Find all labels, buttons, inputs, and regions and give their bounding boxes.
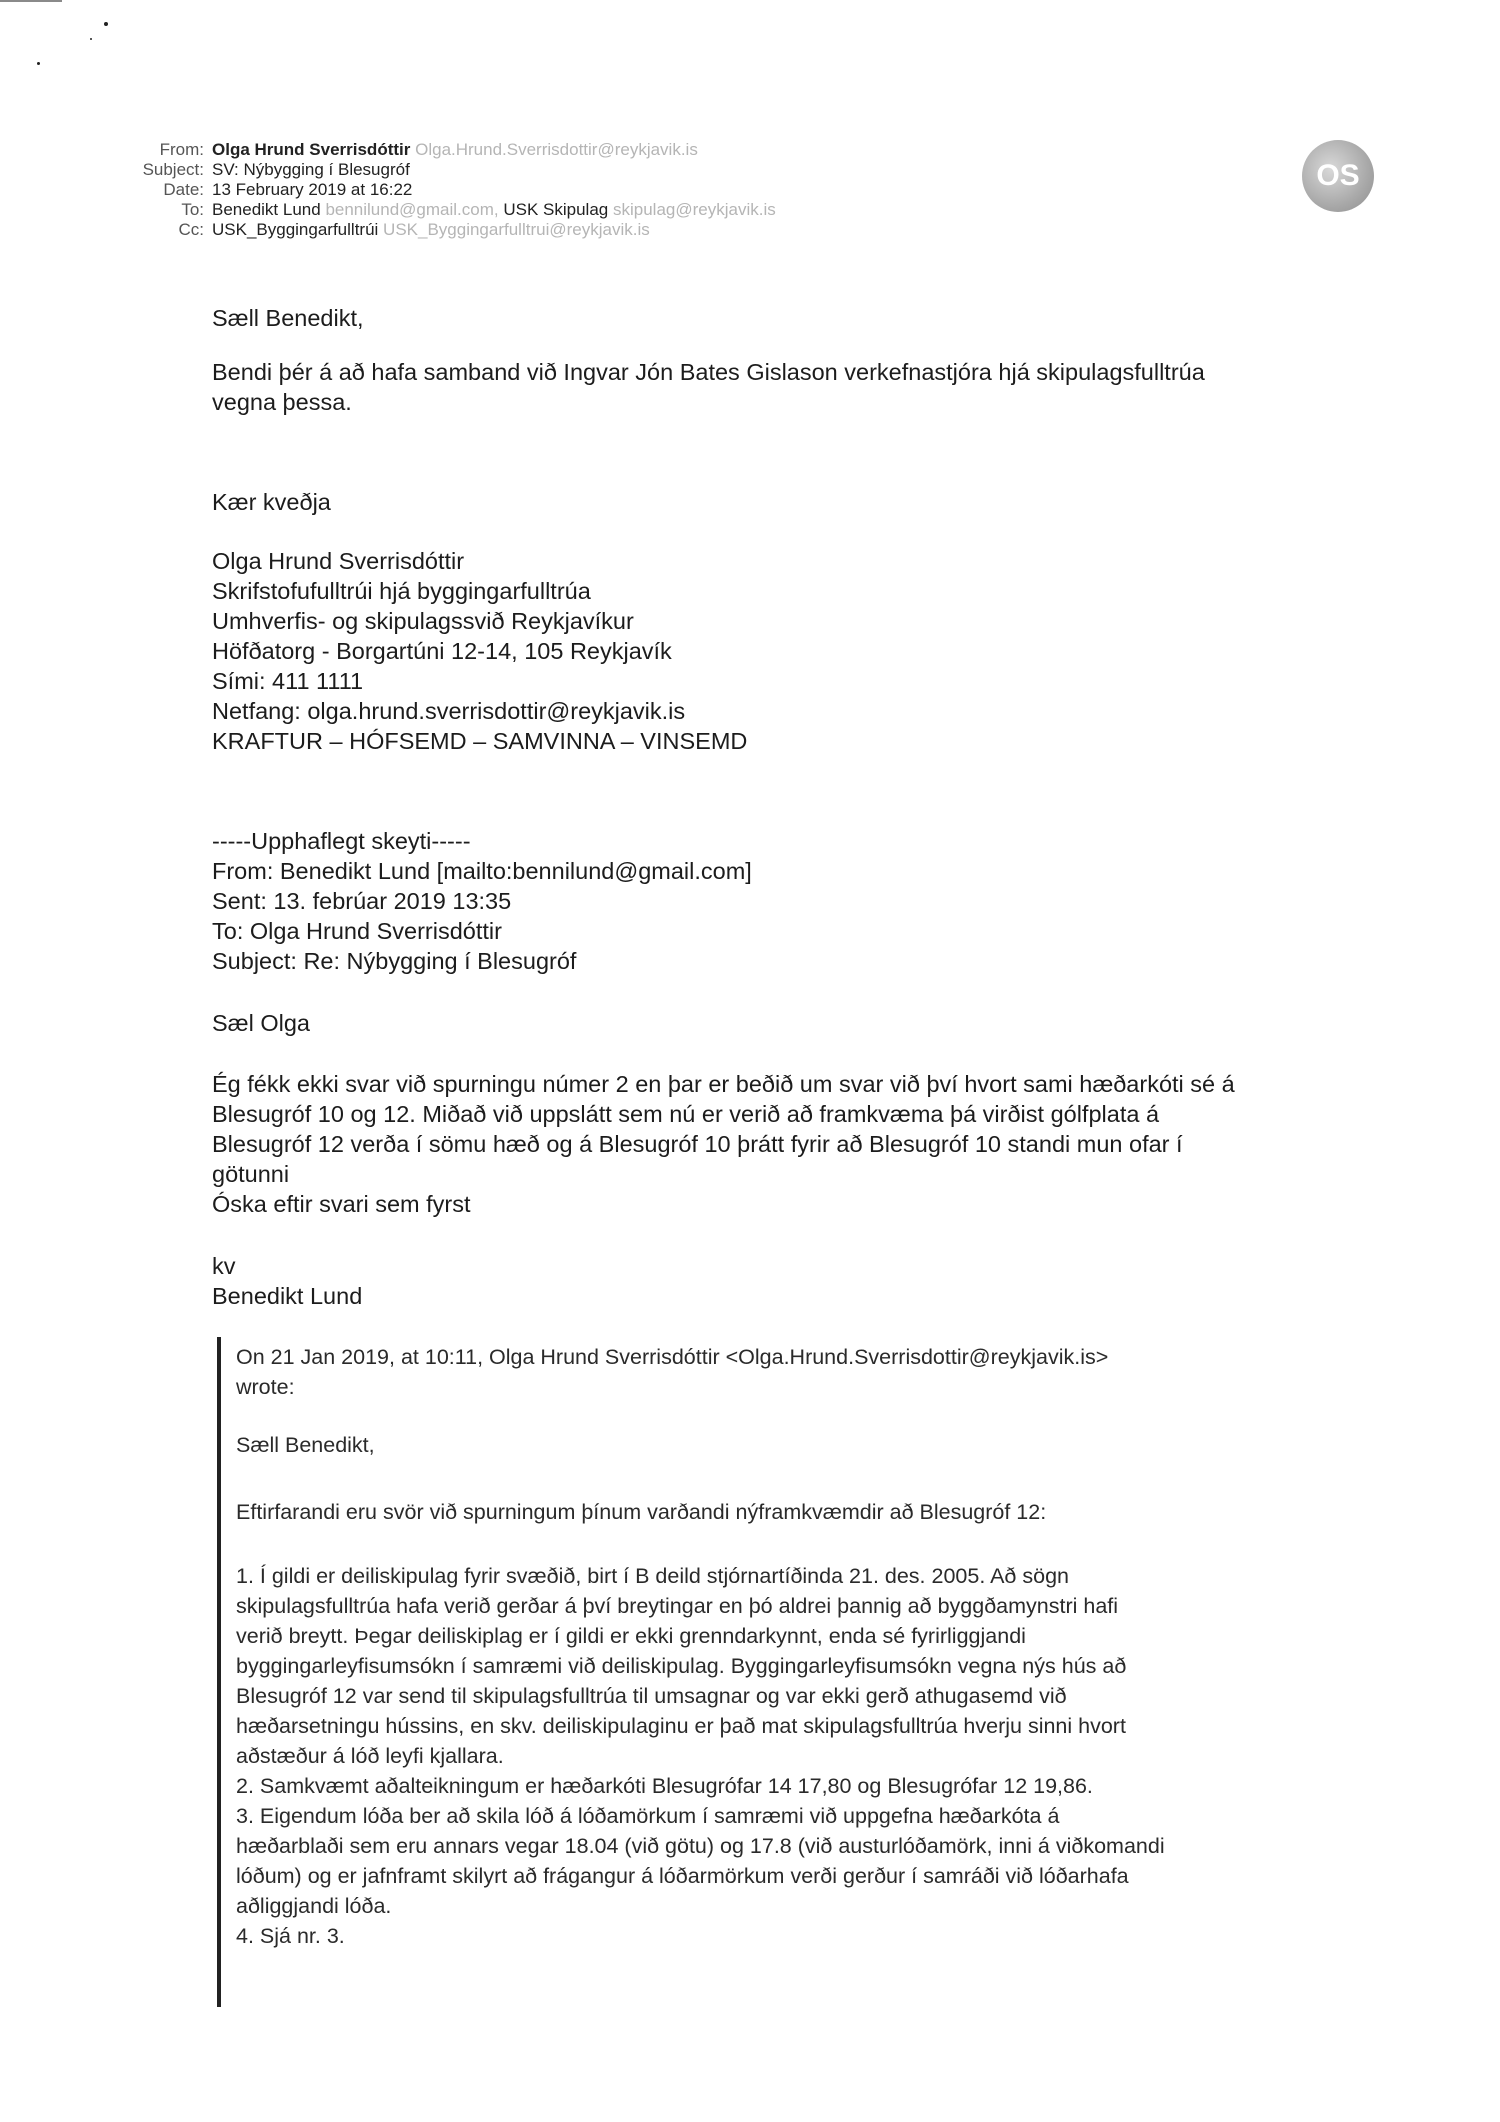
original-divider: -----Upphaflegt skeyti-----	[212, 828, 471, 854]
quoted-answer-line: 1. Í gildi er deiliskipulag fyrir svæðið, birt í B deild stjórnartíðinda 21. des. 2005. Að sögn	[236, 1564, 1069, 1588]
quoted-greeting: Sæll Benedikt,	[236, 1433, 375, 1457]
quoted-answer-line: 4. Sjá nr. 3.	[236, 1924, 345, 1948]
quote-bar	[217, 1337, 221, 2007]
quoted-intro-line: wrote:	[236, 1375, 295, 1399]
quoted-answer-line: verið breytt. Þegar deiliskiplag er í gildi er ekki grenndarkynnt, enda sé fyrirliggjandi	[236, 1624, 1026, 1648]
sender-avatar: OS	[1302, 140, 1374, 212]
header-from-row	[100, 140, 1000, 160]
original-body-line: Ég fékk ekki svar við spurningu númer 2 en þar er beðið um svar við því hvort sami hæðarkóti sé á	[212, 1071, 1235, 1097]
original-body-line: Óska eftir svari sem fyrst	[212, 1191, 471, 1217]
signature-line: Höfðatorg - Borgartúni 12-14, 105 Reykjavík	[212, 638, 672, 664]
quoted-answer-line: skipulagsfulltrúa hafa verið gerðar á því breytingar en þó aldrei þannig að byggðamynstri hafi	[236, 1594, 1119, 1618]
original-signoff-kv: kv	[212, 1253, 236, 1279]
signature-line: Skrifstofufulltrúi hjá byggingarfulltrúa	[212, 578, 591, 604]
quoted-answer-line: 2. Samkvæmt aðalteikningum er hæðarkóti Blesugrófar 14 17,80 og Blesugrófar 12 19,86.	[236, 1774, 1093, 1798]
original-sent: Sent: 13. febrúar 2019 13:35	[212, 888, 512, 914]
signature-line: Umhverfis- og skipulagssvið Reykjavíkur	[212, 608, 634, 634]
signature-block	[212, 546, 747, 756]
quoted-answer-line: lóðum) og er jafnframt skilyrt að frágangur á lóðarmörkum verði gerður í samráði við lóðarhafa	[236, 1864, 1129, 1888]
quoted-intro	[236, 1342, 1108, 1402]
email-header	[100, 140, 1000, 240]
from-email: Olga.Hrund.Sverrisdottir@reykjavik.is	[415, 140, 698, 159]
header-date-row	[100, 180, 1000, 200]
date-value: 13 February 2019 at 16:22	[212, 180, 413, 199]
quoted-answer-line: hæðarblaði sem eru annars vegar 18.04 (við götu) og 17.8 (við austurlóðamörk, inni á viðkomandi	[236, 1834, 1165, 1858]
header-cc-row	[100, 220, 1000, 240]
original-subject: Subject: Re: Nýbygging í Blesugróf	[212, 948, 577, 974]
signature-line: Olga Hrund Sverrisdóttir	[212, 548, 465, 574]
original-to: To: Olga Hrund Sverrisdóttir	[212, 918, 502, 944]
original-message-header	[212, 826, 752, 976]
from-label: From:	[159, 140, 204, 159]
to-email-2: skipulag@reykjavik.is	[612, 200, 776, 219]
quoted-answer-line: Blesugróf 12 var send til skipulagsfulltrúa til umsagnar og var ekki gerð athugasemd við	[236, 1684, 1067, 1708]
scan-edge-line	[0, 0, 62, 2]
scan-speck	[37, 62, 40, 65]
to-name-2: USK Skipulag	[503, 200, 609, 219]
quoted-intro-line: On 21 Jan 2019, at 10:11, Olga Hrund Sverrisdóttir <Olga.Hrund.Sverrisdottir@reykjavik.is>	[236, 1345, 1109, 1369]
reply-closing: Kær kveðja	[212, 489, 331, 515]
original-body	[212, 1069, 1235, 1219]
original-signer: Benedikt Lund	[212, 1283, 363, 1309]
quoted-answer-line: aðliggjandi lóða.	[236, 1894, 392, 1918]
quoted-answer-line: 3. Eigendum lóða ber að skila lóð á lóðamörkum í samræmi við uppgefna hæðarkóta á	[236, 1804, 1060, 1828]
original-body-line: Blesugróf 12 verða í sömu hæð og á Blesugróf 10 þrátt fyrir að Blesugróf 10 standi mun ofar í	[212, 1131, 1183, 1157]
to-name-1: Benedikt Lund	[212, 200, 321, 219]
cc-label: Cc:	[178, 220, 204, 239]
scan-speck	[90, 38, 92, 40]
original-from: From: Benedikt Lund [mailto:bennilund@gmail.com]	[212, 858, 752, 884]
original-body-line: Blesugróf 10 og 12. Miðað við uppslátt sem nú er verið að framkvæma þá virðist gólfplata á	[212, 1101, 1160, 1127]
to-email-1: bennilund@gmail.com,	[325, 200, 499, 219]
cc-name: USK_Byggingarfulltrúi	[212, 220, 379, 239]
reply-paragraph	[212, 357, 1205, 417]
to-label: To:	[181, 200, 204, 219]
scan-speck	[104, 22, 108, 26]
subject-value: SV: Nýbygging í Blesugróf	[212, 160, 410, 179]
quoted-answer-line: byggingarleyfisumsókn í samræmi við deiliskipulag. Byggingarleyfisumsókn vegna nýs hús að	[236, 1654, 1127, 1678]
signature-line: KRAFTUR – HÓFSEMD – SAMVINNA – VINSEMD	[212, 728, 748, 754]
original-body-line: götunni	[212, 1161, 290, 1187]
signature-line: Netfang: olga.hrund.sverrisdottir@reykjavik.is	[212, 698, 686, 724]
original-greeting: Sæl Olga	[212, 1010, 310, 1036]
quoted-answers	[236, 1561, 1165, 1951]
quoted-answer-line: hæðarsetningu hússins, en skv. deiliskipulaginu er það mat skipulagsfulltrúa hverju sinni hvort	[236, 1714, 1126, 1738]
date-label: Date:	[163, 180, 204, 199]
original-signoff	[212, 1251, 362, 1311]
header-subject-row	[100, 160, 1000, 180]
header-to-row	[100, 200, 1000, 220]
quoted-answer-line: aðstæður á lóð leyfi kjallara.	[236, 1744, 504, 1768]
subject-label: Subject:	[142, 160, 204, 179]
reply-line: vegna þessa.	[212, 389, 352, 415]
cc-email: USK_Byggingarfulltrui@reykjavik.is	[383, 220, 650, 239]
signature-line: Sími: 411 1111	[212, 668, 364, 694]
reply-greeting: Sæll Benedikt,	[212, 305, 364, 331]
from-name: Olga Hrund Sverrisdóttir	[212, 140, 411, 159]
reply-line: Bendi þér á að hafa samband við Ingvar Jón Bates Gislason verkefnastjóra hjá skipulagsfulltrúa	[212, 359, 1205, 385]
quoted-lead: Eftirfarandi eru svör við spurningum þínum varðandi nýframkvæmdir að Blesugróf 12:	[236, 1500, 1047, 1524]
